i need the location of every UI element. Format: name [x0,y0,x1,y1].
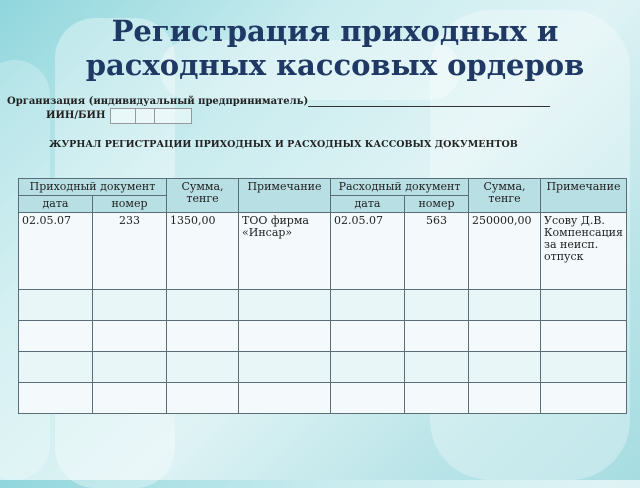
organization-input-line[interactable] [308,106,550,107]
iin-label: ИИН/БИН [46,110,106,121]
cell-out-note: Усову Д.В. Компенсация за неисп. отпуск [541,213,627,290]
cell-in-sum: 1350,00 [167,213,239,290]
organization-field [7,96,550,107]
iin-box[interactable] [110,108,136,124]
header-incoming-date: дата [19,196,93,213]
header-outgoing: Расходный документ [331,179,469,196]
cell-in-number: 233 [93,213,167,290]
cell-out-number: 563 [405,213,469,290]
header-incoming-sum: Сумма, тенге [167,179,239,213]
table-row-empty [19,321,627,352]
header-outgoing-sum: Сумма, тенге [469,179,541,213]
header-incoming-number: номер [93,196,167,213]
header-outgoing-number: номер [405,196,469,213]
header-incoming-note: Примечание [239,179,331,213]
header-outgoing-date: дата [331,196,405,213]
slide-title: Регистрация приходных и расходных кассовых ордеров [85,14,585,82]
table-row-empty [19,383,627,414]
cell-in-note: ТОО фирма «Инсар» [239,213,331,290]
register-table [18,178,627,414]
organization-label: Организация (индивидуальный предприниматель) [7,96,309,107]
journal-title: ЖУРНАЛ РЕГИСТРАЦИИ ПРИХОДНЫХ И РАСХОДНЫХ КАССОВЫХ ДОКУМЕНТОВ [49,139,518,150]
table-row-empty [19,352,627,383]
iin-box[interactable] [135,108,155,124]
iin-box[interactable] [154,108,192,124]
header-incoming: Приходный документ [19,179,167,196]
table-row [19,213,627,290]
cell-in-date: 02.05.07 [19,213,93,290]
header-outgoing-note: Примечание [541,179,627,213]
cell-out-date: 02.05.07 [331,213,405,290]
table-row-empty [19,290,627,321]
cell-out-sum: 250000,00 [469,213,541,290]
